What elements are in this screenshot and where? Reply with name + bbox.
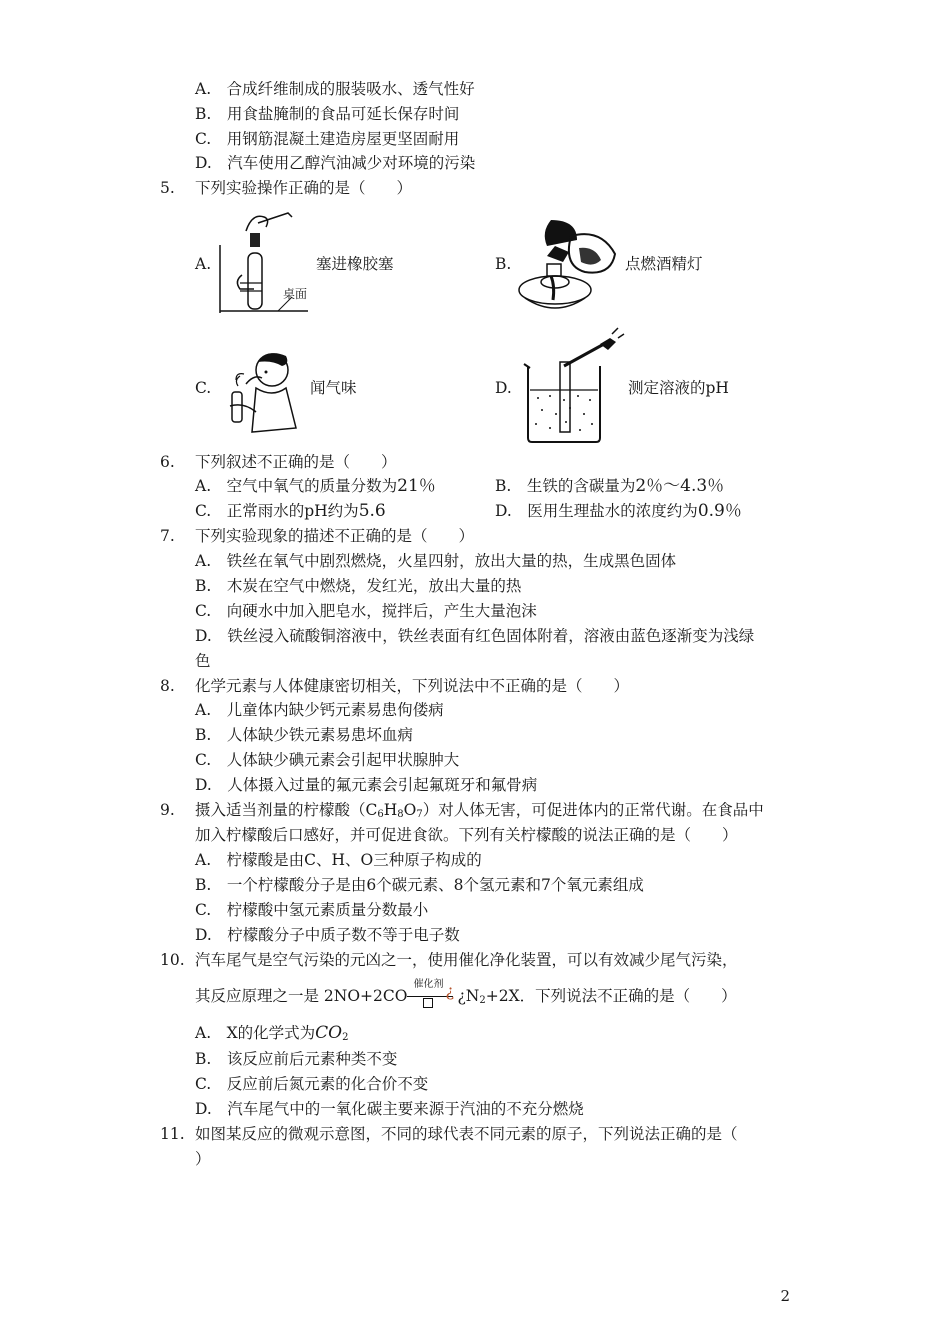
q4-option-b: B. 用食盐腌制的食品可延长保存时间 (195, 105, 460, 123)
catalyst-label: 催化剂 (413, 979, 444, 990)
q5-d-label: 测定溶液的pH (628, 379, 729, 397)
q8-option-c: C. 人体缺少碘元素会引起甲状腺肿大 (195, 751, 460, 769)
q4-option-d: D. 汽车使用乙醇汽油减少对环境的污染 (195, 154, 476, 172)
q9-option-d: D. 柠檬酸分子中质子数不等于电子数 (195, 926, 460, 944)
q6-option-d: D. 医用生理盐水的浓度约为0.9％ (495, 501, 742, 521)
q7-option-d: D. 铁丝浸入硫酸铜溶液中，铁丝表面有红色固体附着，溶液由蓝色逐渐变为浅绿 (195, 627, 755, 645)
q7-option-c: C. 向硬水中加入肥皂水，搅拌后，产生大量泡沫 (195, 602, 537, 620)
q10-option-d: D. 汽车尾气中的一氧化碳主要来源于汽油的不充分燃烧 (195, 1100, 584, 1118)
q4-option-c: C. 用钢筋混凝土建造房屋更坚固耐用 (195, 130, 460, 148)
q8-option-a: A. 儿童体内缺少钙元素易患佝偻病 (195, 701, 444, 719)
q7-stem: 下列实验现象的描述不正确的是（ ） (195, 527, 475, 545)
q7-option-d-cont: 色 (195, 652, 211, 670)
q8-option-d: D. 人体摄入过量的氟元素会引起氟斑牙和氟骨病 (195, 776, 538, 794)
q9-option-b: B. 一个柠檬酸分子是由6个碳元素、8个氢元素和7个氧元素组成 (195, 876, 644, 894)
q7-number: 7. (160, 527, 175, 545)
q5-stem: 下列实验操作正确的是（ ） (195, 179, 413, 197)
q5-d-letter: D. (495, 379, 512, 397)
q11-stem-line1: 如图某反应的微观示意图，不同的球代表不同元素的原子，下列说法正确的是（ (195, 1125, 738, 1143)
q9-number: 9. (160, 801, 175, 819)
q5-c-letter: C. (195, 379, 212, 397)
q7-option-a: A. 铁丝在氧气中剧烈燃烧，火星四射，放出大量的热，生成黑色固体 (195, 552, 677, 570)
q6-option-b: B. 生铁的含碳量为2％～4.3％ (495, 476, 725, 496)
q6-option-c: C. 正常雨水的pH约为5.6 (195, 501, 386, 521)
q5-b-label: 点燃酒精灯 (625, 255, 703, 273)
q9-option-a: A. 柠檬酸是由C、H、O三种原子构成的 (195, 851, 482, 869)
q5-number: 5. (160, 179, 175, 197)
q9-stem-line2: 加入柠檬酸后口感好，并可促进食欲。下列有关柠檬酸的说法正确的是（ ） (195, 826, 738, 844)
alcohol-lamp-figure (515, 208, 625, 318)
q10-stem-line1: 汽车尾气是空气污染的元凶之一，使用催化净化装置，可以有效减少尾气污染， (195, 951, 738, 969)
q7-option-b: B. 木炭在空气中燃烧，发红光，放出大量的热 (195, 577, 522, 595)
q6-stem: 下列叙述不正确的是（ ） (195, 453, 397, 471)
q10-option-c: C. 反应前后氮元素的化合价不变 (195, 1075, 429, 1093)
q8-number: 8. (160, 677, 175, 695)
q10-number: 10. (160, 951, 185, 969)
q5-c-label: 闻气味 (310, 379, 357, 397)
q4-option-a: A. 合成纤维制成的服装吸水、透气性好 (195, 80, 475, 98)
q6-option-a: A. 空气中氧气的质量分数为21％ (195, 476, 436, 496)
q6-number: 6. (160, 453, 175, 471)
catalyst-arrow (407, 979, 457, 1008)
q8-option-b: B. 人体缺少铁元素易患坏血病 (195, 726, 413, 744)
smelling-boy-figure (218, 348, 308, 438)
q9-stem-line1: 摄入适当剂量的柠檬酸$(C_6H_8O_7)$对人体无害，可促进体内的正常代谢。在食品中 (195, 801, 764, 820)
q5-b-letter: B. (495, 255, 512, 273)
q10-option-b: B. 该反应前后元素种类不变 (195, 1050, 398, 1068)
heat-box-icon (423, 998, 433, 1008)
page-number: 2 (780, 1287, 790, 1305)
q11-number: 11. (160, 1125, 185, 1143)
q5-a-desk-label: 桌面 (283, 287, 308, 301)
q10-option-a: A. X的化学式为$CO_2$ (195, 1023, 349, 1043)
q11-stem-line2: ） (195, 1150, 211, 1168)
ph-paper-beaker-figure (520, 326, 630, 444)
q8-stem: 化学元素与人体健康密切相关，下列说法中不正确的是（ ） (195, 677, 630, 695)
q5-a-label: 塞进橡胶塞 (316, 255, 394, 273)
q10-stem-line2: 其反应原理之一是 2NO+2CO 催化剂 ¿ ¿$N_2+2X$．下列说法不正确的是（ ） (195, 985, 737, 1012)
q5-a-letter: A. (195, 255, 212, 273)
encoding-mark: ¿ (445, 981, 455, 1000)
q9-option-c: C. 柠檬酸中氢元素质量分数最小 (195, 901, 429, 919)
